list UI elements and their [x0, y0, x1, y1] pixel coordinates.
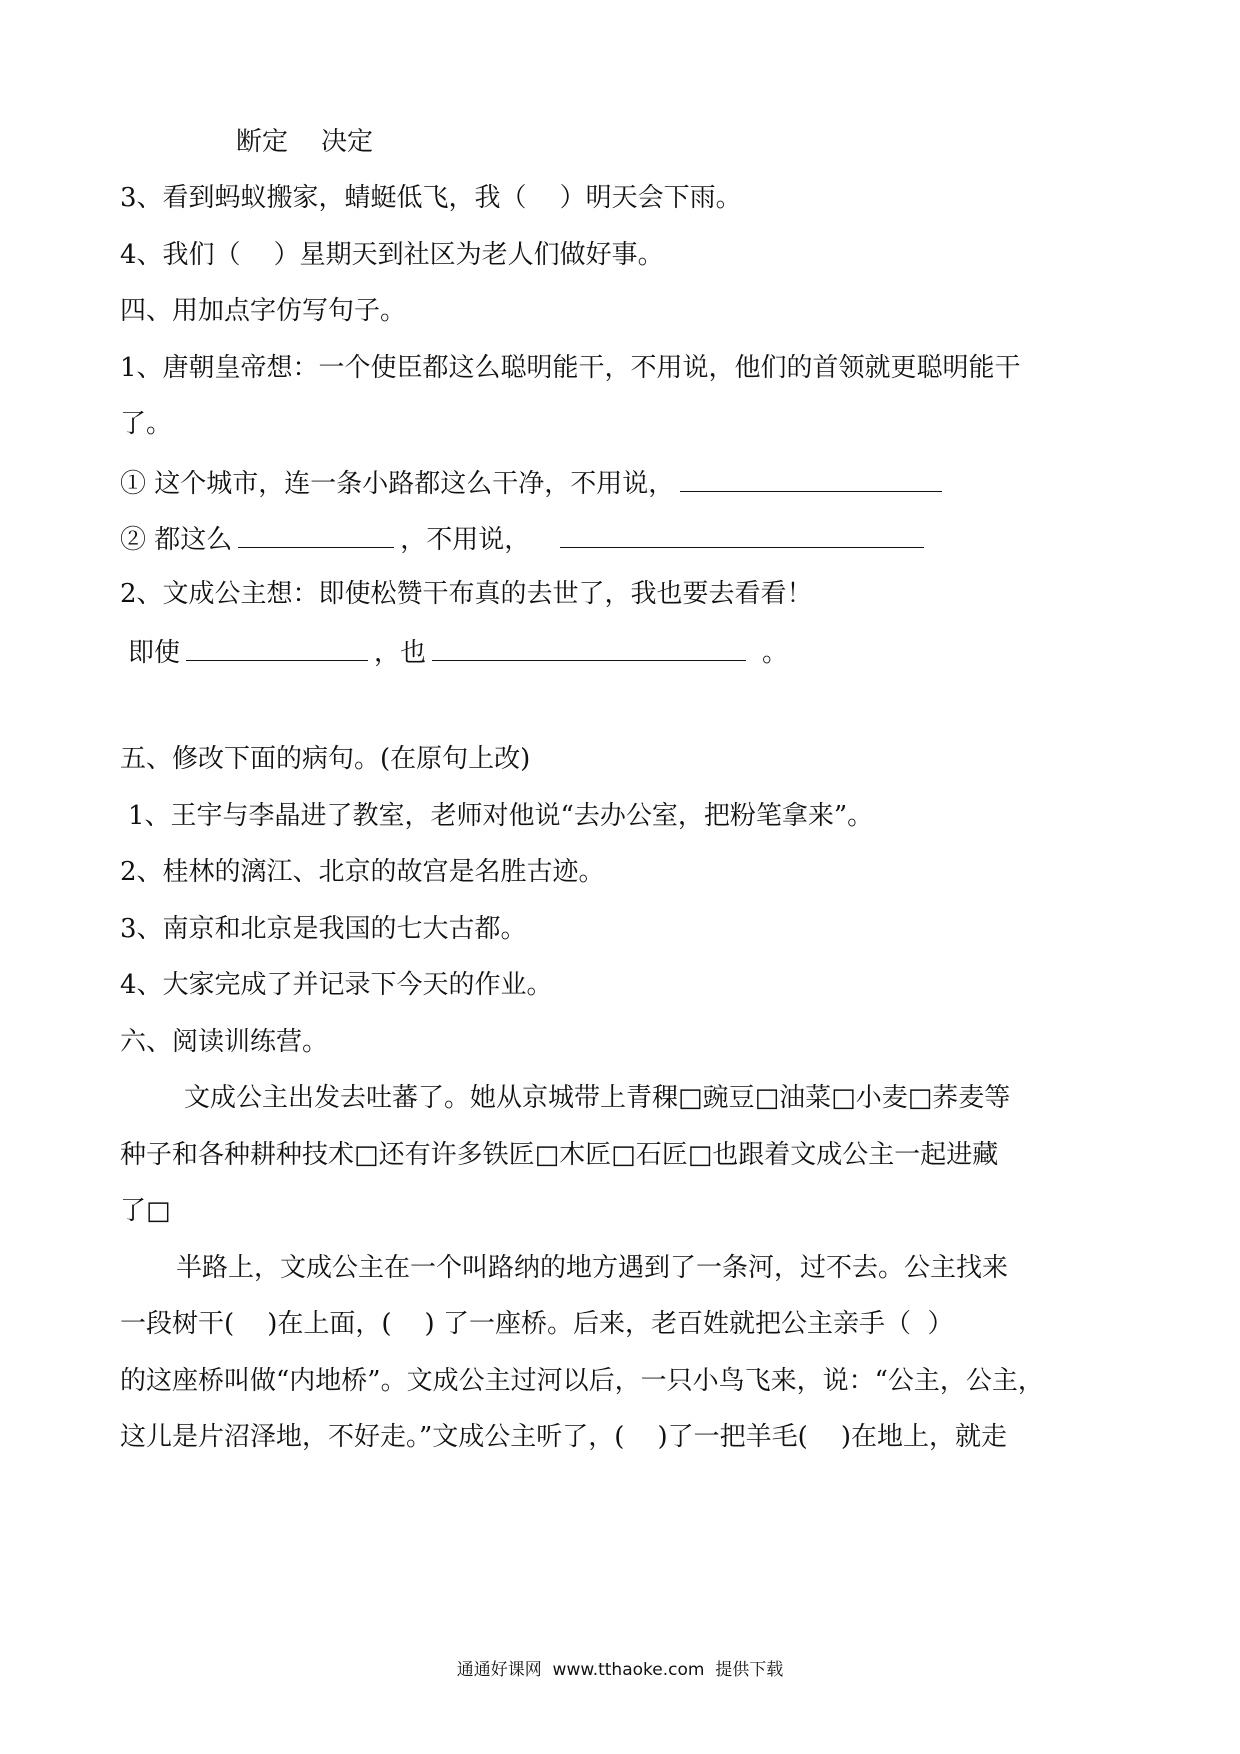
answer-line-3-text-b: ，也 [374, 638, 427, 668]
answer-line-2-text-a: ② 都这么 [120, 525, 233, 555]
question-5-1: 1、王宇与李晶进了教室，老师对他说“去办公室，把粉笔拿来”。 [128, 801, 874, 831]
passage-line: 了□ [120, 1196, 171, 1226]
passage-line: 的这座桥叫做“内地桥”。文成公主过河以后，一只小鸟飞来，说：“公主，公主， [120, 1366, 1044, 1396]
question-3-3: 3、看到蚂蚁搬家，蜻蜓低飞，我（ ）明天会下雨。 [120, 183, 742, 213]
fill-blank[interactable] [680, 463, 942, 492]
answer-line-2 [120, 519, 1130, 558]
fill-blank[interactable] [560, 519, 924, 548]
question-3-4: 4、我们（ ）星期天到社区为老人们做好事。 [120, 240, 664, 270]
answer-line-3-text-c: 。 [762, 638, 789, 668]
answer-line-1-text: ① 这个城市，连一条小路都这么干净，不用说， [120, 469, 675, 499]
question-4-2: 2、文成公主想：即使松赞干布真的去世了，我也要去看看！ [120, 579, 813, 609]
question-5-2: 2、桂林的漓江、北京的故宫是名胜古迹。 [120, 857, 605, 887]
answer-line-3-text-a: 即使 [128, 638, 181, 668]
question-4-1-cont: 了。 [120, 409, 173, 439]
section-4-heading: 四、用加点字仿写句子。 [120, 296, 407, 326]
answer-line-2-text-b: ，不用说， [400, 525, 531, 555]
answer-line-3 [128, 632, 1130, 671]
passage-line: 文成公主出发去吐蕃了。她从京城带上青稞□豌豆□油菜□小麦□荞麦等 [184, 1083, 1011, 1113]
passage-line: 种子和各种耕种技术□还有许多铁匠□木匠□石匠□也跟着文成公主一起进藏 [120, 1140, 999, 1170]
passage-line: 半路上，文成公主在一个叫路纳的地方遇到了一条河，过不去。公主找来 [176, 1253, 1009, 1283]
fill-blank[interactable] [432, 632, 746, 661]
line-word-choice: 断定 决定 [236, 127, 374, 157]
fill-blank[interactable] [238, 519, 394, 548]
section-6-heading: 六、阅读训练营。 [120, 1027, 329, 1057]
answer-line-1 [120, 463, 1130, 502]
passage-line: 这儿是片沼泽地，不好走。”文成公主听了，( )了一把羊毛( )在地上，就走 [120, 1422, 1007, 1452]
page-footer: 通通好课网 www.tthaoke.com 提供下载 [456, 1660, 784, 1680]
passage-line: 一段树干( )在上面，( ) 了一座桥。后来，老百姓就把公主亲手（ ） [120, 1309, 954, 1339]
question-5-4: 4、大家完成了并记录下今天的作业。 [120, 970, 553, 1000]
question-5-3: 3、南京和北京是我国的七大古都。 [120, 914, 527, 944]
section-5-heading: 五、修改下面的病句。(在原句上改) [120, 744, 531, 774]
fill-blank[interactable] [186, 632, 368, 661]
question-4-1: 1、唐朝皇帝想：一个使臣都这么聪明能干，不用说，他们的首领就更聪明能干 [120, 353, 1021, 383]
